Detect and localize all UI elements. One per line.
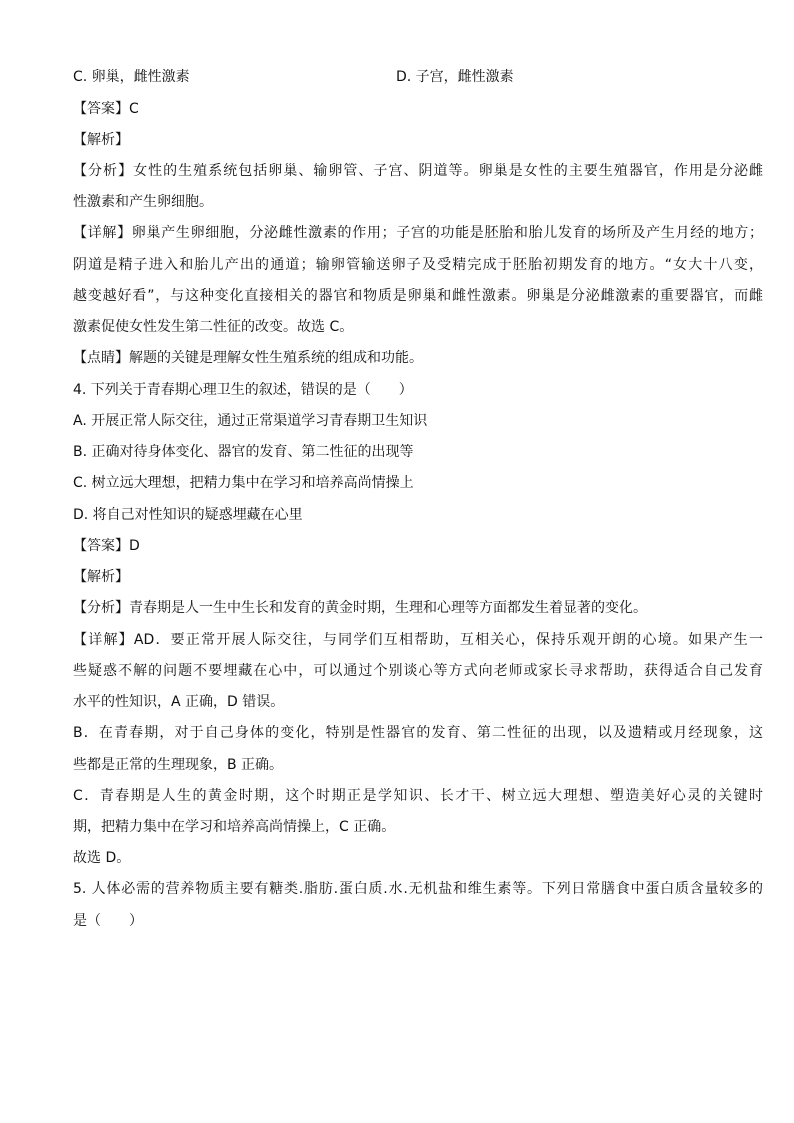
q3-analysis-label: 【解析】 — [73, 132, 129, 148]
q4-analysis-label: 【解析】 — [73, 569, 129, 585]
q3-xiangjie-line3: 越变越好看”，与这种变化直接相关的器官和物质是卵巢和雌性激素。卵巢是分泌雌激素的重要器官，而雌 — [73, 288, 763, 304]
q5-question-line1: 5. 人体必需的营养物质主要有糖类.脂肪.蛋白质.水.无机盐和维生素等。下列日常膳食中蛋白质含量较多的 — [73, 881, 763, 897]
q4-xiangjie-b-line1: B．在青春期，对于自己身体的变化，特别是性器官的发育、第二性征的出现，以及遗精或月经现象，这 — [73, 725, 763, 741]
fenxi-text: 女性的生殖系统包括卵巢、输卵管、子宫、阴道等。卵巢是女性的主要生殖器官，作用是分泌雌 — [133, 163, 764, 179]
answer-value: D — [129, 538, 140, 554]
q3-option-c: C. 卵巢，雌性激素 — [73, 69, 190, 85]
q3-xiangjie-line1 — [73, 224, 763, 242]
q4-option-c: C. 树立远大理想，把精力集中在学习和培养高尚情操上 — [73, 475, 414, 491]
answer-value: C — [129, 101, 139, 117]
q3-fenxi-line1 — [73, 162, 763, 180]
q3-answer — [73, 100, 139, 118]
q4-xiangjie-c-line2: 期，把精力集中在学习和培养高尚情操上，C 正确。 — [73, 819, 396, 835]
q4-option-b: B. 正确对待身体变化、器官的发育、第二性征的出现等 — [73, 444, 414, 460]
q4-xiangjie-ad-line1 — [73, 631, 763, 649]
q4-answer — [73, 537, 140, 555]
xiangjie-label: 【详解】 — [73, 632, 134, 648]
q5-question-line2: 是（ ） — [73, 913, 143, 929]
q3-xiangjie-line2: 阴道是精子进入和胎儿产出的通道；输卵管输送卵子及受精完成于胚胎初期发育的地方。“女大十八变， — [73, 257, 763, 273]
q3-fenxi-line2: 性激素和产生卵细胞。 — [73, 194, 213, 210]
q4-conclusion: 故选 D。 — [73, 850, 131, 866]
fenxi-label: 【分析】 — [73, 600, 129, 616]
q4-xiangjie-c-line1: C．青春期是人生的黄金时期，这个时期正是学知识、长才干、树立远大理想、塑造美好心灵的关键时 — [73, 788, 763, 804]
q4-xiangjie-ad-line2: 些疑惑不解的问题不要埋藏在心中，可以通过个别谈心等方式向老师或家长寻求帮助，获得适合自己发育 — [73, 663, 763, 679]
dianjing-text: 解题的关键是理解女性生殖系统的组成和功能。 — [129, 350, 423, 366]
xiangjie-text: 卵巢产生卵细胞，分泌雌性激素的作用；子宫的功能是胚胎和胎儿发育的场所及产生月经的地方； — [131, 225, 764, 241]
q3-option-d: D. 子宫，雌性激素 — [396, 69, 514, 85]
fenxi-text: 青春期是人一生中生长和发育的黄金时期，生理和心理等方面都发生着显著的变化。 — [129, 600, 647, 616]
q3-dianjing — [73, 349, 423, 367]
dianjing-label: 【点睛】 — [73, 350, 129, 366]
xiangjie-text: AD．要正常开展人际交往，与同学们互相帮助，互相关心，保持乐观开朗的心境。如果产生一 — [133, 632, 764, 648]
q4-option-a: A. 开展正常人际交往，通过正常渠道学习青春期卫生知识 — [73, 413, 428, 429]
q4-xiangjie-b-line2: 些都是正常的生理现象，B 正确。 — [73, 757, 284, 773]
q4-question: 4. 下列关于青春期心理卫生的叙述，错误的是（ ） — [73, 382, 413, 398]
q3-xiangjie-line4: 激素促使女性发生第二性征的改变。故选 C。 — [73, 319, 354, 335]
q4-fenxi — [73, 599, 647, 617]
answer-label: 【答案】 — [73, 538, 129, 554]
answer-label: 【答案】 — [73, 101, 129, 117]
q4-option-d: D. 将自己对性知识的疑惑埋藏在心里 — [73, 507, 303, 523]
q4-xiangjie-ad-line3: 水平的性知识，A 正确，D 错误。 — [73, 694, 285, 710]
xiangjie-label: 【详解】 — [73, 225, 132, 241]
fenxi-label: 【分析】 — [73, 163, 134, 179]
